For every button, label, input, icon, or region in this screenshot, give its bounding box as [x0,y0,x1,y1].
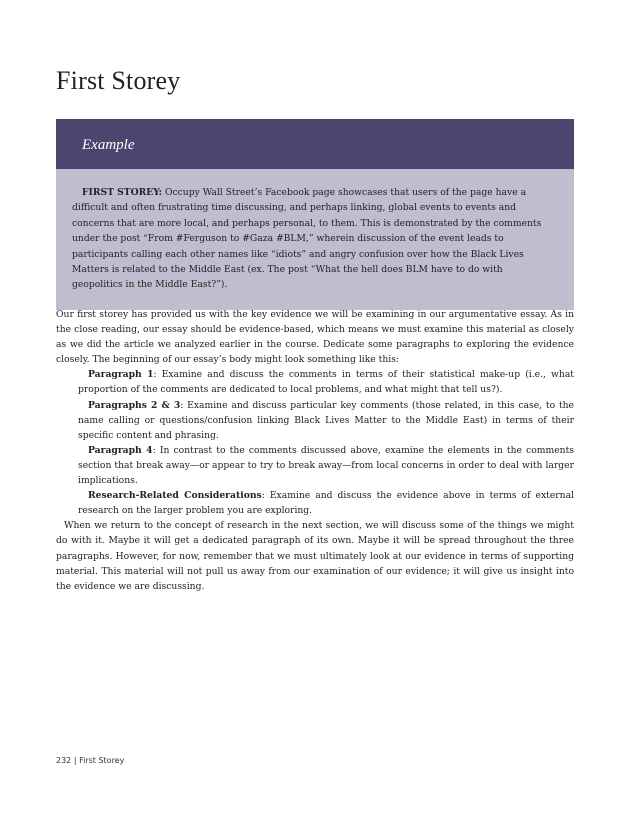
outline-item-paragraph-4 [56,443,574,488]
outline-label: Research-Related Considerations [88,490,262,502]
outline-text: : Examine and discuss particular key comments (those related, in this case, to the name calling or questions/confusion linking Black Lives Matter to the Middle East) in terms of their specific content and phrasing. [78,399,574,441]
outline-label: Paragraphs 2 & 3 [88,399,181,411]
outline-text: : Examine and discuss the comments in terms of their statistical make-up (i.e., what proportion of the comments are dedicated to local problems, and what might that tell us?). [78,369,574,396]
outline-text: : Examine and discuss the evidence above in terms of external research on the larger problem you are exploring. [78,490,574,517]
outline-label: Paragraph 4 [88,444,153,456]
example-paragraph [72,185,556,293]
main-text [56,307,574,594]
closing-paragraph: When we return to the concept of research in the next section, we will discuss some of the things we might do with it. Maybe it will get a dedicated paragraph of its own. Maybe it will be spread throughout the three paragraphs. However, for now, remember that we must ultimately look at our evidence in terms of supporting material. This material will not pull us away from our examination of our evidence; it will give us insight into the evidence we are discussing. [56,520,574,592]
example-box [56,119,574,310]
footer-separator: | [73,756,77,765]
page-footer [56,756,124,765]
page-number: 232 [56,756,72,765]
outline-item-research [56,488,574,518]
example-header-label: Example [82,137,135,153]
outline-text: : In contrast to the comments discussed above, examine the elements in the comments section that break away—or appear to try to break away—from local concerns in order to deal with larger implications. [78,444,574,487]
outline-label: Paragraph 1 [88,369,154,381]
intro-paragraph: Our first storey has provided us with the key evidence we will be examining in our argumentative essay. As in the close reading, our essay should be evidence-based, which means we must examine this material as closely as we did the article we analyzed earlier in the course. Dedicate some paragraphs to exploring the evidence closely. The beginning of our essay’s body might look something like this: [56,309,574,366]
outline-item-paragraphs-2-3 [56,398,574,443]
example-text: Occupy Wall Street’s Facebook page showcases that users of the page have a difficult and often frustrating time discussing, and perhaps linking, global events to events and concerns that are more local, and perhaps personal, to them. This is demonstrated by the comments under the post “From #Ferguson to #Gaza #BLM,” wherein discussion of the event leads to participants calling each other names like “idiots” and angry confusion over how the Black Lives Matters is related to the Middle East (ex. The post “What the hell does BLM have to do with geopolitics in the Middle East?”). [72,187,542,291]
outline-item-paragraph-1 [56,367,574,397]
page-title: First Storey [56,66,181,95]
example-body [56,169,574,310]
footer-section: First Storey [79,756,125,765]
example-label: FIRST STOREY: [82,187,163,198]
example-header [56,119,574,169]
